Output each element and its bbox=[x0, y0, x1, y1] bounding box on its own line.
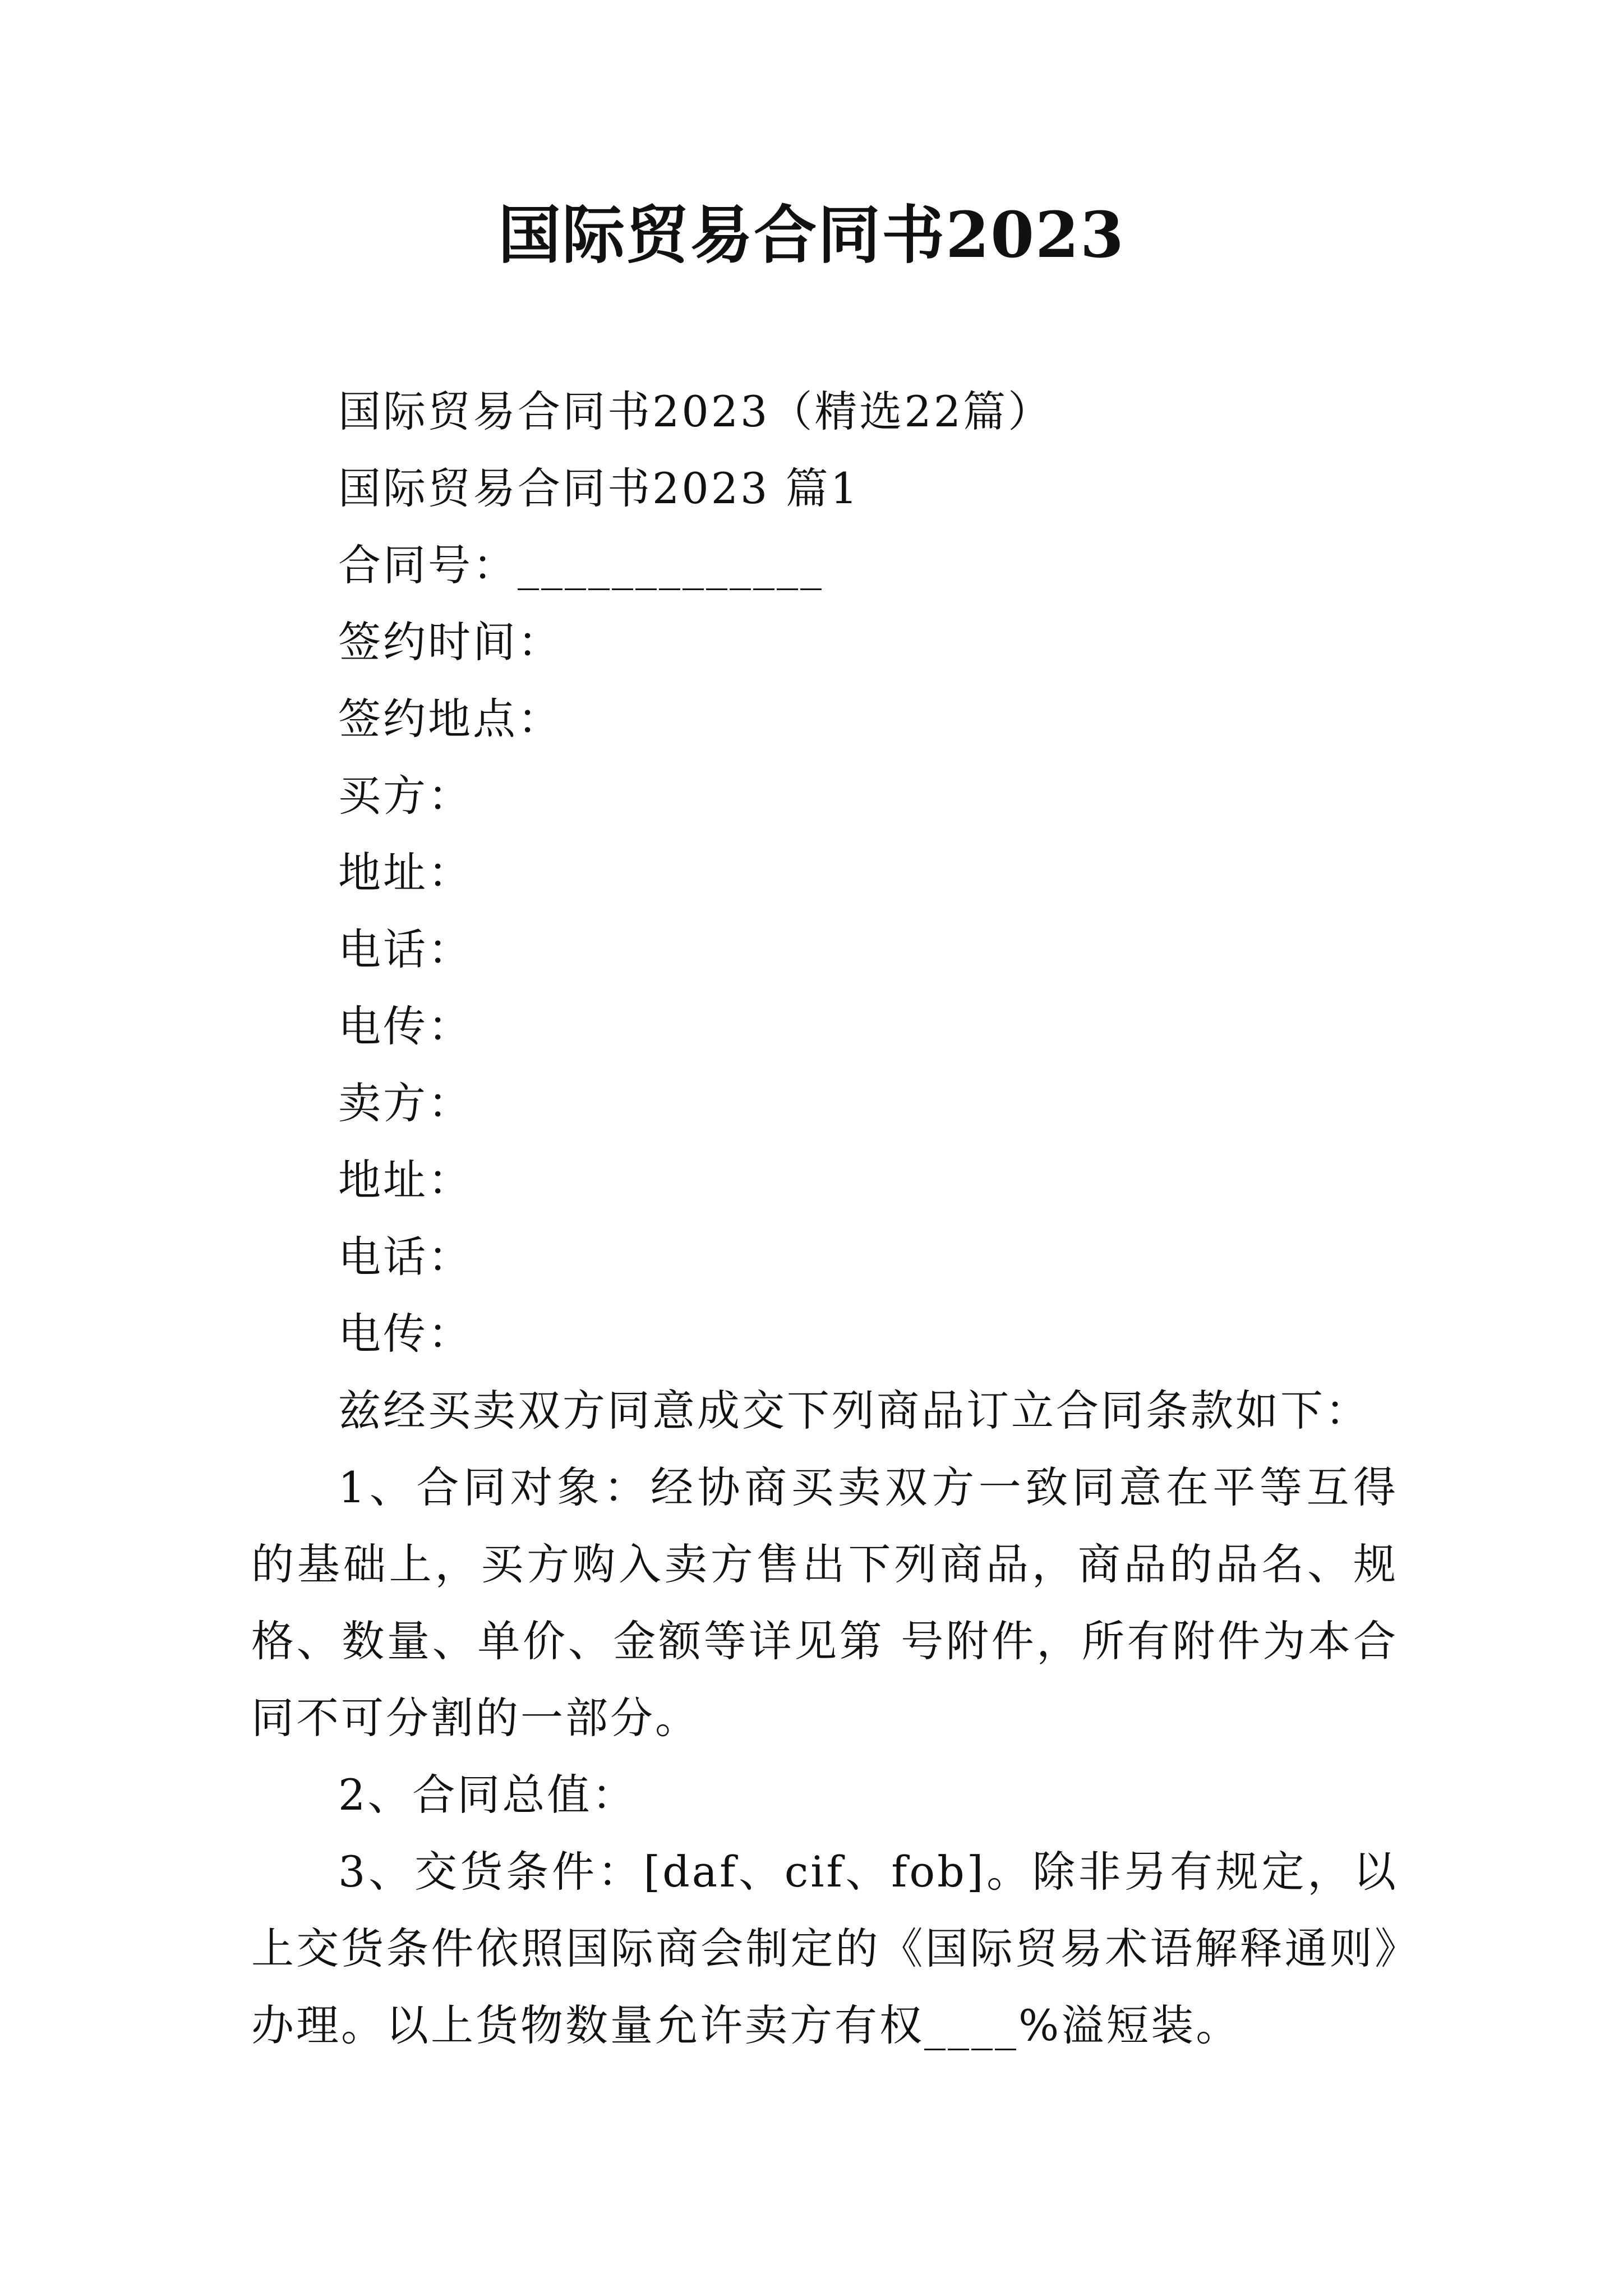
seller-telex-line: 电传： bbox=[338, 1309, 473, 1359]
document-subtitle: 国际贸易合同书2023（精选22篇） bbox=[338, 386, 1053, 436]
document-title: 国际贸易合同书2023 bbox=[498, 199, 1125, 272]
buyer-address-line: 地址： bbox=[338, 848, 473, 898]
section-heading: 国际贸易合同书2023 篇1 bbox=[338, 463, 860, 513]
document-body bbox=[251, 373, 1398, 2064]
agreement-intro-line: 兹经买卖双方同意成交下列商品订立合同条款如下： bbox=[338, 1386, 1370, 1435]
buyer-line: 买方： bbox=[338, 771, 473, 821]
seller-phone-line: 电话： bbox=[338, 1232, 473, 1282]
seller-address-line: 地址： bbox=[338, 1155, 473, 1205]
clause-1-paragraph: 1、合同对象：经协商买卖双方一致同意在平等互得的基础上，买方购入卖方售出下列商品，商品的品名、规格、数量、单价、金额等详见第 号附件，所有附件为本合同不可分割的一部分。 bbox=[251, 1462, 1398, 1743]
clause-3-paragraph: 3、交货条件：[daf、cif、fob]。除非另有规定，以上交货条件依照国际商会制定的《国际贸易术语解释通则》办理。以上货物数量允许卖方有权____%溢短装。 bbox=[251, 1847, 1398, 2050]
seller-line: 卖方： bbox=[338, 1078, 473, 1128]
signing-time-line: 签约时间： bbox=[338, 617, 562, 667]
contract-number-line: 合同号：_____________ bbox=[338, 540, 824, 590]
clause-2-paragraph: 2、合同总值： bbox=[338, 1770, 637, 1820]
buyer-telex-line: 电传： bbox=[338, 1001, 473, 1051]
buyer-phone-line: 电话： bbox=[338, 924, 473, 974]
signing-place-line: 签约地点： bbox=[338, 694, 562, 744]
